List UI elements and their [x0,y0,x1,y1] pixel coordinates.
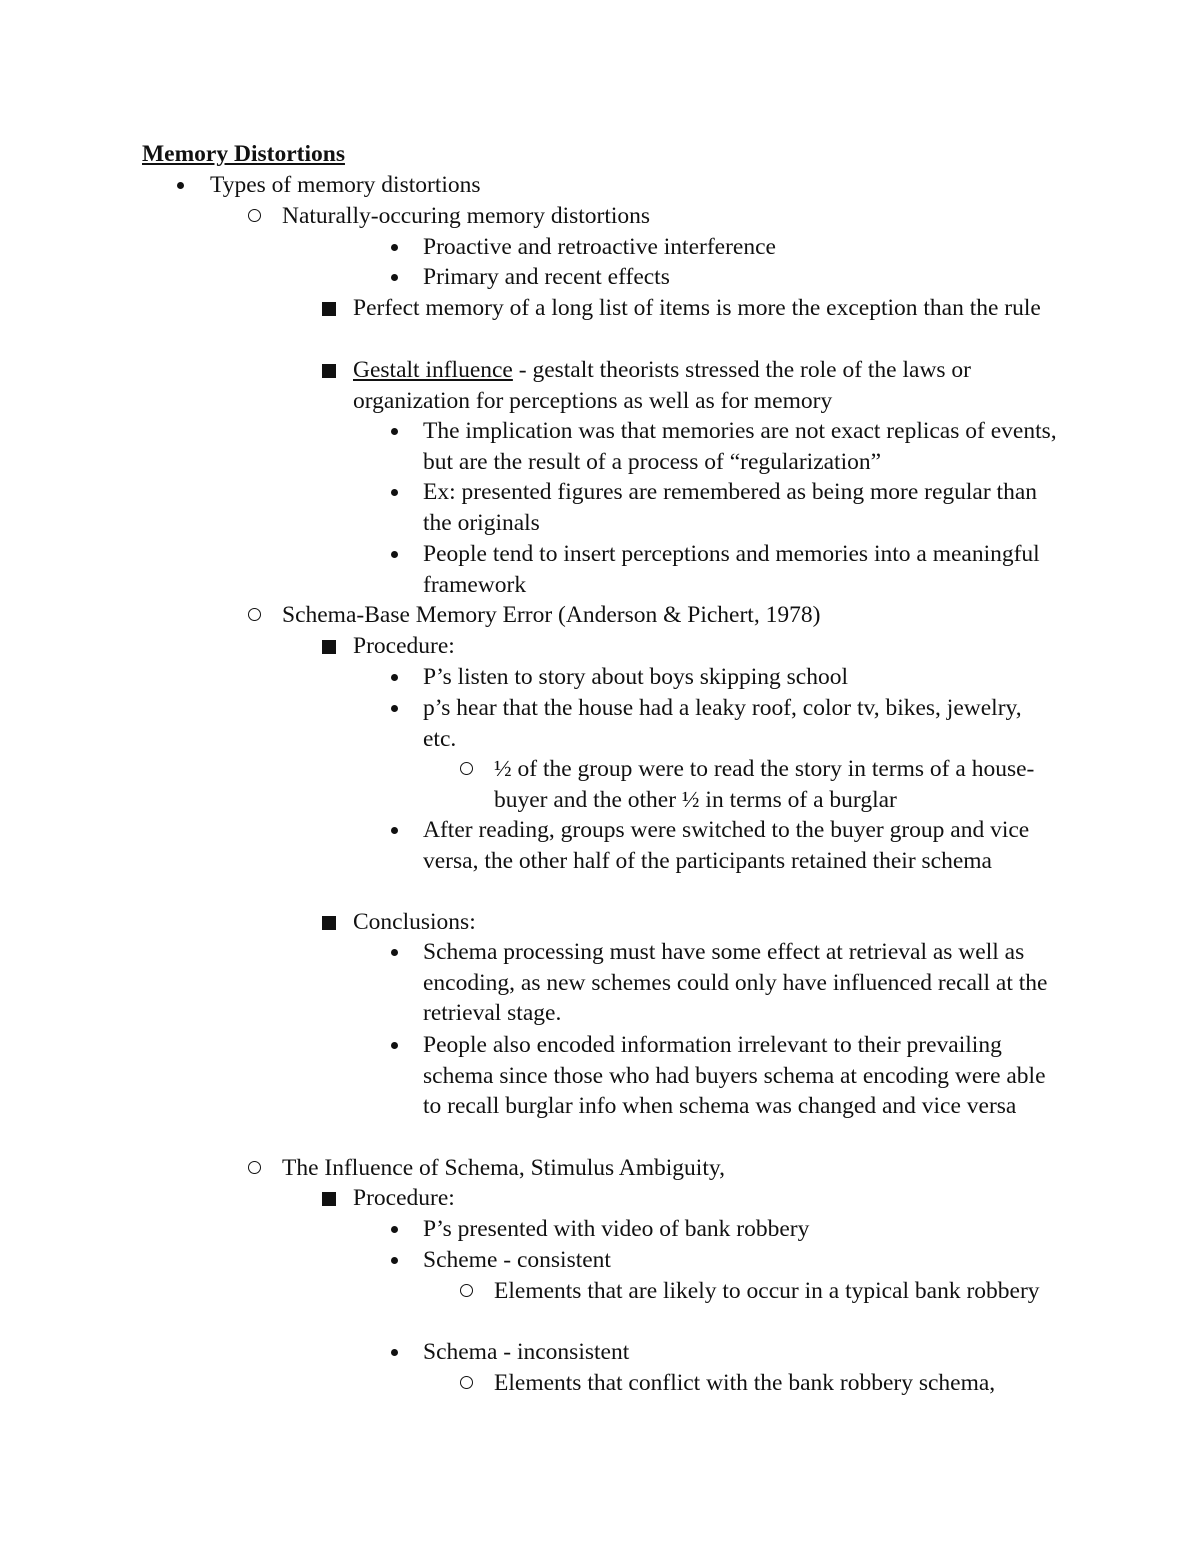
list-item: After reading, groups were switched to the buyer group and vice versa, the other half of the participants retained their schema [423,815,1060,876]
list-item: Scheme - consistent [423,1245,1060,1276]
bullet-square [322,364,336,378]
bullet-square [322,916,336,930]
list-item: Elements that are likely to occur in a typical bank robbery [494,1276,1060,1307]
bullet-dot [391,827,398,834]
gestalt-influence-link: Gestalt influence [353,357,513,383]
bullet-dot [391,705,398,712]
list-item: People tend to insert perceptions and memories into a meaningful framework [423,539,1060,600]
list-item: ½ of the group were to read the story in terms of a house-buyer and the other ½ in terms of a burglar [494,754,1060,815]
list-item: Elements that conflict with the bank robbery schema, [494,1368,1060,1399]
list-item: The Influence of Schema, Stimulus Ambiguity, [282,1153,1060,1184]
bullet-circle [248,209,261,222]
bullet-circle [248,608,261,621]
list-item: Proactive and retroactive interference [423,232,1060,263]
bullet-dot [177,182,184,189]
list-item: Gestalt influence - gestalt theorists stressed the role of the laws or organization for perceptions as well as for memory [353,355,1060,416]
list-item: People also encoded information irrelevant to their prevailing schema since those who had buyers schema at encoding were able to recall burglar info when schema was changed and vice versa [423,1030,1060,1122]
bullet-dot [391,674,398,681]
list-item: P’s presented with video of bank robbery [423,1214,1060,1245]
bullet-square [322,1192,336,1206]
list-item: Perfect memory of a long list of items is more the exception than the rule [353,293,1060,324]
list-item: Primary and recent effects [423,262,1060,293]
bullet-dot [391,1349,398,1356]
bullet-circle [460,1376,473,1389]
list-item: Types of memory distortions [210,170,1060,201]
list-item: P’s listen to story about boys skipping school [423,662,1060,693]
list-item: Schema-Base Memory Error (Anderson & Pichert, 1978) [282,600,1060,631]
bullet-dot [391,274,398,281]
bullet-circle [248,1161,261,1174]
bullet-dot [391,428,398,435]
bullet-circle [460,762,473,775]
page-title: Memory Distortions [142,141,345,167]
bullet-dot [391,1257,398,1264]
list-item: Schema - inconsistent [423,1337,1060,1368]
bullet-dot [391,244,398,251]
bullet-circle [460,1284,473,1297]
list-item: p’s hear that the house had a leaky roof, color tv, bikes, jewelry, etc. [423,693,1060,754]
list-item: Ex: presented figures are remembered as being more regular than the originals [423,477,1060,538]
bullet-dot [391,949,398,956]
bullet-dot [391,489,398,496]
list-item: Schema processing must have some effect at retrieval as well as encoding, as new schemes could only have influenced recall at the retrieval stage. [423,937,1060,1029]
bullet-square [322,302,336,316]
list-item: Conclusions: [353,907,1060,938]
bullet-dot [391,551,398,558]
bullet-dot [391,1226,398,1233]
bullet-dot [391,1042,398,1049]
list-item: The implication was that memories are not exact replicas of events, but are the result of a process of “regularization” [423,416,1060,477]
list-item: Procedure: [353,1183,1060,1214]
list-item: Procedure: [353,631,1060,662]
bullet-square [322,640,336,654]
list-item: Naturally-occuring memory distortions [282,201,1060,232]
